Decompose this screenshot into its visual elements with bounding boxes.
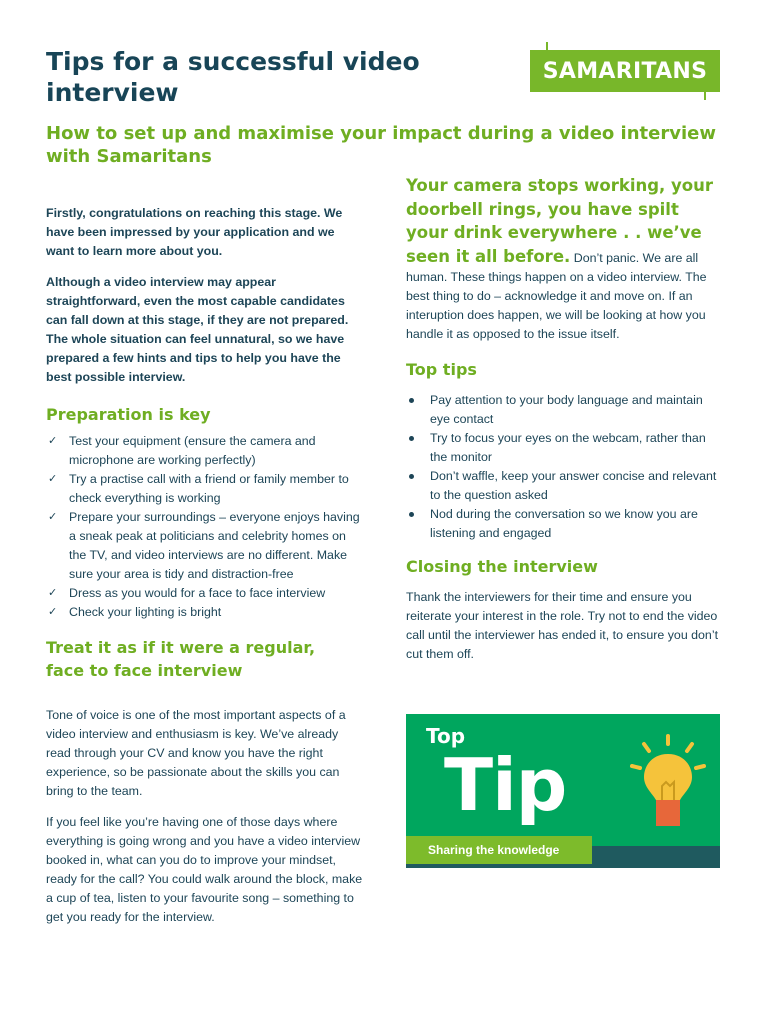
checkmark-icon: ✓ — [48, 606, 58, 618]
list-item — [406, 467, 724, 505]
treat-heading-line-2: face to face interview — [46, 661, 243, 680]
top-tips-heading: Top tips — [406, 360, 477, 379]
lightbulb-icon — [628, 732, 708, 832]
logo-tick-top — [546, 42, 548, 50]
left-column — [46, 204, 364, 939]
right-column — [406, 174, 724, 676]
mindset-paragraph: If you feel like you’re having one of those days where everything is going wrong and you have a video interview booked in, what can you do to improve your mindset, ready for the call? You could walk around the block, make a cup of tea, listen to your favourite song – something to get you ready for the interview. — [46, 815, 363, 924]
page-subtitle: How to set up and maximise your impact during a video interview with Samaritans — [46, 123, 716, 167]
list-item — [46, 584, 364, 603]
top-tip-banner — [406, 714, 720, 868]
top-tips-list — [406, 391, 724, 543]
preparation-list — [46, 432, 364, 622]
intro-paragraph-2: Although a video interview may appear straightforward, even the most capable candidates can fall down at this stage, if they are not prepared. The whole situation can feel unnatural, so we have prepared a few hints and tips to help you have the best possible interview. — [46, 275, 349, 384]
logo-tick-bottom — [704, 92, 706, 100]
list-item-text: Check your lighting is bright — [69, 605, 222, 619]
camera-paragraph — [406, 174, 724, 344]
bullet-icon — [409, 398, 414, 403]
closing-heading: Closing the interview — [406, 557, 598, 576]
banner-strap: Sharing the knowledge — [406, 836, 592, 864]
list-item — [46, 603, 364, 622]
checkmark-icon: ✓ — [48, 435, 58, 447]
list-item-text: Try a practise call with a friend or family member to check everything is working — [69, 472, 349, 505]
checkmark-icon: ✓ — [48, 473, 58, 485]
camera-text: Don’t panic. We are all human. These things happen on a video interview. The best thing to do – acknowledge it and move on. If an interuption does happen, we will be looking at how you handle it as opposed to the issue itself. — [406, 250, 707, 341]
samaritans-logo — [530, 50, 720, 92]
list-item-text: Prepare your surroundings – everyone enjoys having a sneak peak at politicians and celebrity homes on the TV, and video interviews are no different. Make sure your area is tidy and distraction-free — [69, 510, 360, 581]
preparation-heading: Preparation is key — [46, 405, 211, 424]
list-item-text: Dress as you would for a face to face interview — [69, 586, 326, 600]
bullet-icon — [409, 474, 414, 479]
list-item — [406, 505, 724, 543]
treat-heading — [46, 636, 364, 682]
camera-heading: Your camera stops working, your doorbell rings, you have spilt your drink everywhere . . we’ve seen it all before. — [406, 176, 714, 266]
list-item-text: Try to focus your eyes on the webcam, rather than the monitor — [430, 431, 706, 464]
list-item — [46, 470, 364, 508]
tone-paragraph: Tone of voice is one of the most important aspects of a video interview and enthusiasm is key. We’ve already read through your CV and know you have the right experience, so be passionate about the skills you can bring to the team. — [46, 708, 346, 798]
treat-heading-line-1: Treat it as if it were a regular, — [46, 638, 316, 657]
banner-big-text: Tip — [444, 743, 567, 827]
list-item — [406, 391, 724, 429]
list-item — [46, 508, 364, 584]
list-item-text: Nod during the conversation so we know you are listening and engaged — [430, 507, 698, 540]
closing-paragraph: Thank the interviewers for their time and ensure you reiterate your interest in the role. Try not to end the video call until the interviewer has ended it, to ensure you don’t cut them off. — [406, 590, 719, 661]
bullet-icon — [409, 512, 414, 517]
banner-small-text: Top — [426, 724, 466, 748]
intro-paragraph-1: Firstly, congratulations on reaching this stage. We have been impressed by your application and we want to learn more about you. — [46, 206, 343, 258]
logo-text: SAMARITANS — [542, 58, 708, 84]
list-item — [406, 429, 724, 467]
list-item — [46, 432, 364, 470]
list-item-text: Pay attention to your body language and maintain eye contact — [430, 393, 703, 426]
list-item-text: Don’t waffle, keep your answer concise and relevant to the question asked — [430, 469, 717, 502]
page-title: Tips for a successful video interview — [46, 47, 420, 107]
bullet-icon — [409, 436, 414, 441]
list-item-text: Test your equipment (ensure the camera and microphone are working perfectly) — [69, 434, 316, 467]
checkmark-icon: ✓ — [48, 587, 58, 599]
checkmark-icon: ✓ — [48, 511, 58, 523]
